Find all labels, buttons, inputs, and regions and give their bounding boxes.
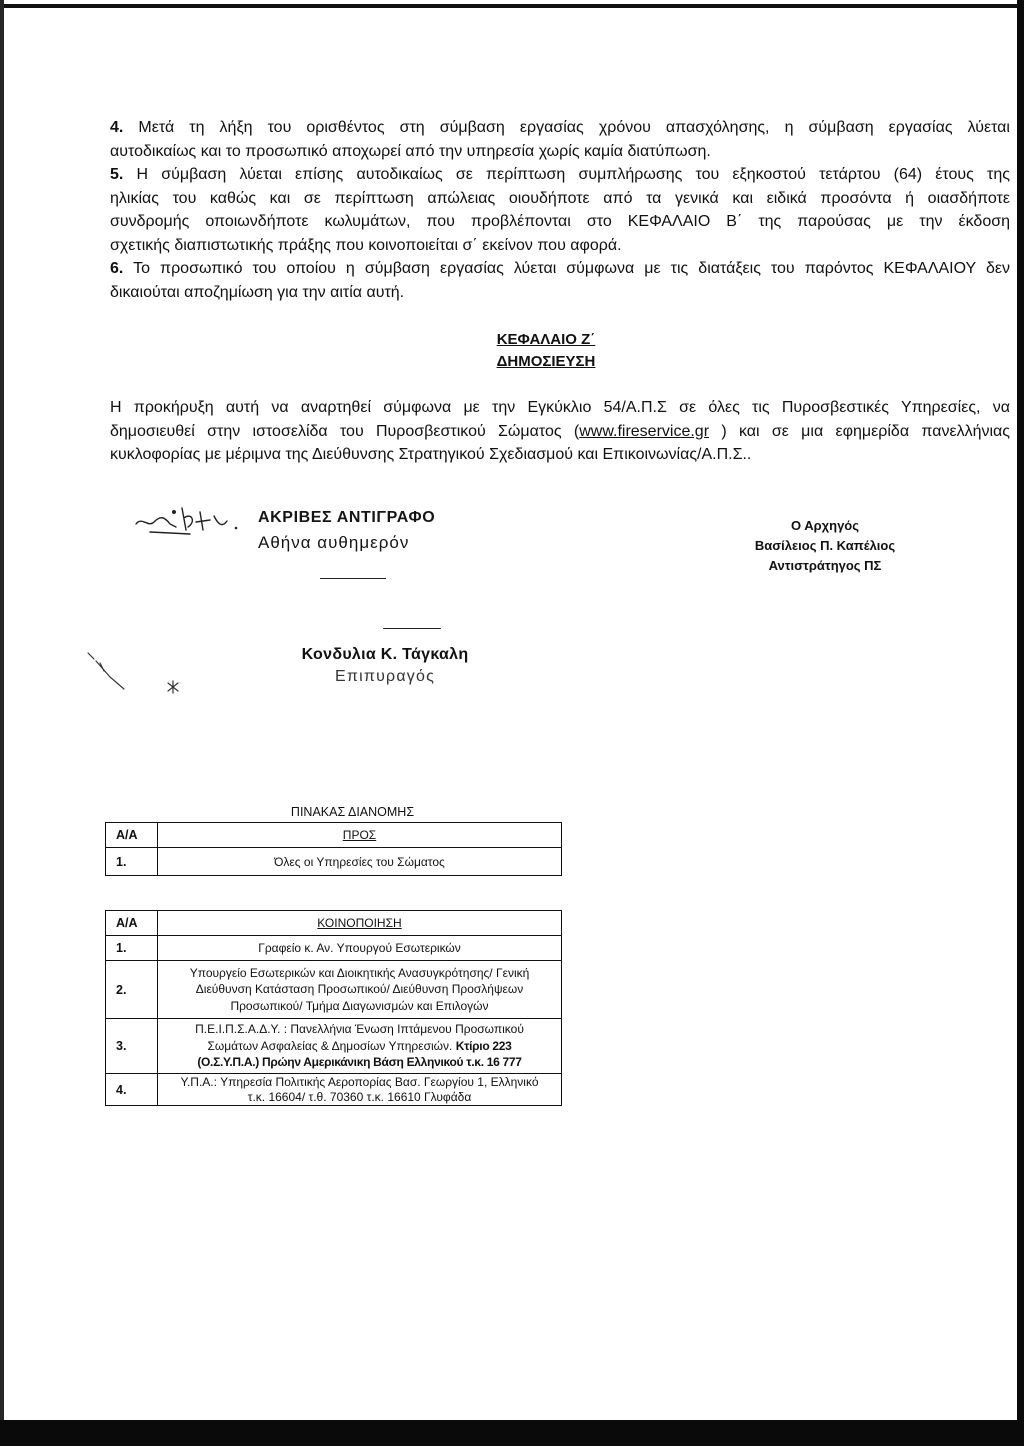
- distribution-table: [105, 822, 562, 876]
- col-notification-label: ΚΟΙΝΟΠΟΙΗΣΗ: [317, 916, 402, 930]
- recipient-address: (Ο.Σ.Υ.Π.Α.) Πρώην Αμερικάνικη Βάση Ελληνικού τ.κ. 16 777: [197, 1055, 522, 1070]
- row-number: 2.: [106, 961, 158, 1019]
- section-4-number: 4.: [110, 119, 124, 136]
- table-row: [106, 1019, 562, 1074]
- scan-border-left: [0, 0, 4, 1446]
- chief-rank: Αντιστράτηγος ΠΣ: [768, 558, 882, 573]
- recipient-line: [158, 1038, 561, 1055]
- col-to-label: ΠΡΟΣ: [342, 828, 377, 842]
- publication-line-2: [110, 420, 1010, 444]
- section-6-line-1: [110, 257, 1010, 281]
- chapter-subtitle: ΔΗΜΟΣΙΕΥΣΗ: [496, 353, 596, 370]
- publication-line-3: κυκλοφορίας με μέριμνα της Διεύθυνσης Στρατηγικού Σχεδιασμού και Επικοινωνίας/Α.Π.Σ..: [110, 446, 752, 463]
- certifier-name: Κονδυλια Κ. Τάγκαλη: [301, 646, 469, 663]
- stamp-rule: [320, 578, 386, 579]
- recipient-line-text: Σωμάτων Ασφαλείας & Δημοσίων Υπηρεσιών.: [207, 1038, 453, 1053]
- certified-copy-stamp: ΑΚΡΙΒΕΣ ΑΝΤΙΓΡΑΦΟ: [258, 509, 436, 526]
- table-header-row: [106, 823, 562, 848]
- col-to-header: [158, 823, 562, 848]
- section-5-line-4: σχετικής διαπιστωτικής πράξης που κοινοποιείται σ΄ εκείνον που αφορά.: [110, 236, 622, 254]
- website-url: www.fireservice.gr: [579, 422, 710, 440]
- row-recipient: [158, 1074, 562, 1106]
- recipient-line: Υ.Π.Α.: Υπηρεσία Πολιτικής Αεροπορίας Βασ. Γεωργίου 1, Ελληνικό: [180, 1075, 539, 1089]
- recipient-line: τ.κ. 16604/ τ.θ. 70360 τ.κ. 16610 Γλυφάδα: [247, 1089, 472, 1104]
- chapter-title: ΚΕΦΑΛΑΙΟ Ζ΄: [496, 331, 596, 348]
- table-row: [106, 848, 562, 876]
- section-6-number: 6.: [110, 260, 124, 277]
- section-6-line-2: δικαιούται αποζημίωση για την αιτία αυτή.: [110, 283, 405, 301]
- signature-rule: [383, 628, 441, 629]
- section-5-line-1: [110, 163, 1010, 187]
- chief-title: Ο Αρχηγός: [790, 518, 860, 533]
- stamp-location-date: Αθήνα αυθημερόν: [258, 533, 410, 552]
- certifier-block: [290, 644, 480, 688]
- chief-name: Βασίλειος Π. Καπέλιος: [754, 538, 896, 553]
- publication-line-1: Η προκήρυξη αυτή να αναρτηθεί σύμφωνα με την Εγκύκλιο 54/Α.Π.Σ σε όλες τις Πυροσβεστικές Υπηρεσίες, να: [110, 399, 1010, 416]
- section-4-line-1: [110, 116, 1010, 140]
- scan-border-top: [0, 4, 1024, 8]
- row-recipient: Γραφείο κ. Αν. Υπουργού Εσωτερικών: [158, 936, 562, 961]
- notification-table: [105, 910, 562, 1106]
- section-5-text: Η σύμβαση λύεται επίσης αυτοδικαίως σε περίπτωση συμπλήρωσης του εξηκοστού τετάρτου (64) έτους της: [136, 166, 1010, 183]
- termination-clauses: [110, 116, 1010, 304]
- row-number: 3.: [106, 1019, 158, 1074]
- table-row: [106, 961, 562, 1019]
- recipient-line: Προσωπικού/ Τμήμα Διαγωνισμών και Επιλογών: [230, 998, 489, 1013]
- scan-border-right: [1017, 0, 1024, 1446]
- section-4-text: Μετά τη λήξη του ορισθέντος στη σύμβαση εργασίας χρόνου απασχόλησης, η σύμβαση εργασίας λύεται: [138, 119, 1010, 136]
- section-6-text: Το προσωπικό του οποίου η σύμβαση εργασίας λύεται σύμφωνα με τις διατάξεις του παρόντος ΚΕΦΑΛΑΙΟΥ δεν: [133, 260, 1011, 277]
- publication-line-2-start: δημοσιευθεί στην ιστοσελίδα του Πυροσβεστικού Σώματος (: [110, 422, 580, 440]
- recipient-line: Διεύθυνση Κατάσταση Προσωπικού/ Διεύθυνση Προσλήψεων: [195, 982, 524, 997]
- table-header-row: [106, 911, 562, 936]
- publication-paragraph: [110, 396, 1010, 467]
- recipient-line: Π.Ε.Ι.Π.Σ.Α.Δ.Υ. : Πανελλήνια Ένωση Ιπτάμενου Προσωπικού: [195, 1022, 524, 1037]
- certifier-rank: Επιπυραγός: [334, 668, 435, 685]
- row-number: 1.: [106, 848, 158, 876]
- row-number: 1.: [106, 936, 158, 961]
- recipient-building: Κτίριο 223: [455, 1038, 512, 1053]
- col-notification-header: [158, 911, 562, 936]
- row-number: 4.: [106, 1074, 158, 1106]
- chief-signatory: [725, 516, 925, 576]
- scan-border-bottom: [0, 1420, 1024, 1446]
- row-recipient: Όλες οι Υπηρεσίες του Σώματος: [158, 848, 562, 876]
- table-row: [106, 1074, 562, 1106]
- signature-stroke: [80, 645, 185, 697]
- row-recipient: [158, 961, 562, 1019]
- signature-scribble: [130, 500, 255, 545]
- section-4-line-2: αυτοδικαίως και το προσωπικό αποχωρεί από την υπηρεσία χωρίς καμία διατύπωση.: [110, 142, 711, 160]
- publication-line-2-end: ) και σε μια εφημερίδα πανελλήνιας: [709, 422, 1010, 440]
- table-row: [106, 936, 562, 961]
- col-no-header: Α/Α: [106, 823, 158, 848]
- section-5-line-3: συνδρομής οποιωνδήποτε κωλυμάτων, που προβλέπονται στο ΚΕΦΑΛΑΙΟ Β΄ της παρούσας με την έκδοση: [110, 213, 1010, 230]
- row-recipient: [158, 1019, 562, 1074]
- recipient-line: Υπουργείο Εσωτερικών και Διοικητικής Ανασυγκρότησης/ Γενική: [189, 965, 530, 980]
- section-5-number: 5.: [110, 166, 124, 183]
- chapter-heading: [440, 329, 652, 373]
- section-5-line-2: ηλικίας του καθώς και σε περίπτωση απώλειας οιουδήποτε από τα γενικά και ειδικά προσόντα ή οιασδήποτε: [110, 189, 1010, 207]
- distribution-title: ΠΙΝΑΚΑΣ ΔΙΑΝΟΜΗΣ: [290, 805, 415, 819]
- col-no-header: Α/Α: [106, 911, 158, 936]
